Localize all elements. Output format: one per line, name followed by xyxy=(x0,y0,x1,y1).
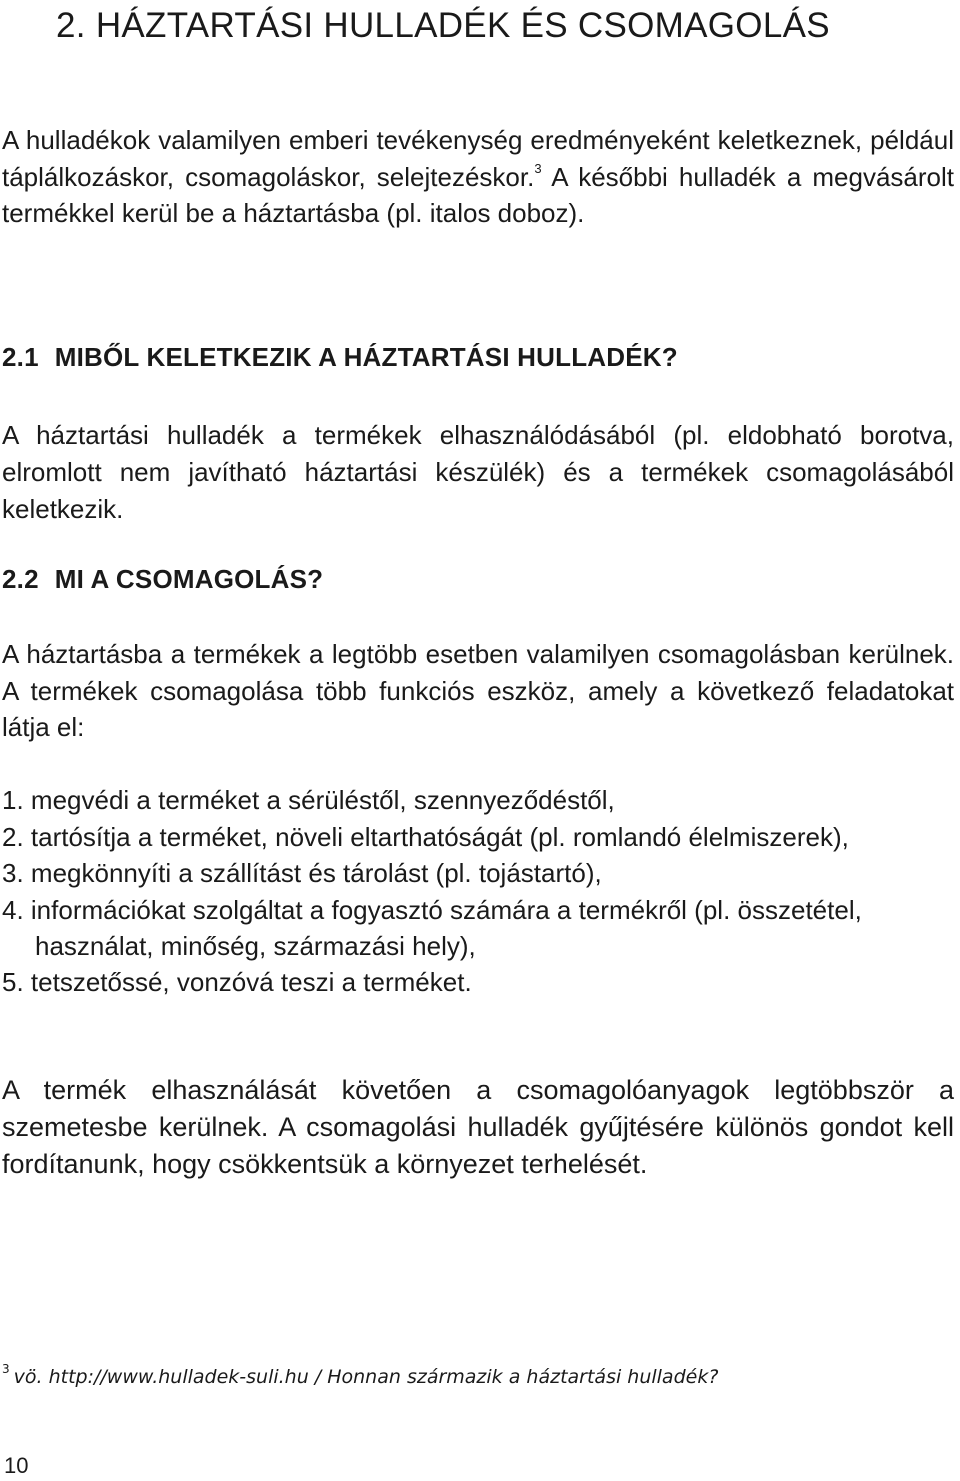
closing-paragraph: A termék elhasználását követően a csomagolóanyagok legtöbbször a szemetesbe kerülnek. A csomagolási hulladék gyűjtésére különös gondot kell fordítanunk, hogy csökkentsük a környezet terhelését. xyxy=(2,1075,954,1179)
section-number: 2.2 xyxy=(2,564,39,594)
list-item: 2. tartósítja a terméket, növeli eltarthatóságát (pl. romlandó élelmiszerek), xyxy=(2,821,849,852)
footnote-marker: 3 xyxy=(2,1362,10,1376)
list-item: 1. megvédi a terméket a sérüléstől, szennyeződéstől, xyxy=(2,785,615,815)
page-number: 10 xyxy=(4,1453,29,1478)
list-item: 3. megkönnyíti a szállítást és tárolást (pl. tojástartó), xyxy=(2,858,602,888)
list-item: 5. tetszetőssé, vonzóvá teszi a terméket. xyxy=(2,967,472,997)
footnote xyxy=(2,1362,719,1388)
intro-text-before-note: A hulladékok valamilyen emberi tevékenység eredményeként keletkeznek, például táplálkozáskor, csomagoláskor, selejtezéskor. xyxy=(2,125,954,192)
chapter-title: 2. HÁZTARTÁSI HULLADÉK ÉS CSOMAGOLÁS xyxy=(56,6,830,45)
footnote-text: vö. http://www.hulladek-suli.hu / Honnan származik a háztartási hulladék? xyxy=(13,1366,719,1388)
intro-paragraph xyxy=(2,122,954,232)
section-2-1-paragraph: A háztartási hulladék a termékek elhasználódásából (pl. eldobható borotva, elromlott nem javítható háztartási készülék) és a termékek csomagolásából keletkezik. xyxy=(2,420,954,524)
section-heading-text: MI A CSOMAGOLÁS? xyxy=(54,564,324,594)
footnote-reference: 3 xyxy=(534,160,542,176)
intro-text-after-note: A későbbi hulladék a megvásárolt termékkel kerül be a háztartásba (pl. italos doboz). xyxy=(2,161,954,228)
section-heading-2-2 xyxy=(2,564,323,595)
function-list xyxy=(2,782,940,1001)
section-2-2-paragraph: A háztartásba a termékek a legtöbb esetben valamilyen csomagolásban kerülnek. A termékek csomagolása több funkciós eszköz, amely a következő feladatokat látja el: xyxy=(2,639,954,742)
list-item: 4. információkat szolgáltat a fogyasztó számára a termékről (pl. összetétel, használat, minőség, származási hely), xyxy=(2,894,862,961)
section-number: 2.1 xyxy=(2,342,39,372)
section-heading-2-1 xyxy=(2,342,678,373)
section-heading-text: MIBŐL KELETKEZIK A HÁZTARTÁSI HULLADÉK? xyxy=(54,342,678,372)
